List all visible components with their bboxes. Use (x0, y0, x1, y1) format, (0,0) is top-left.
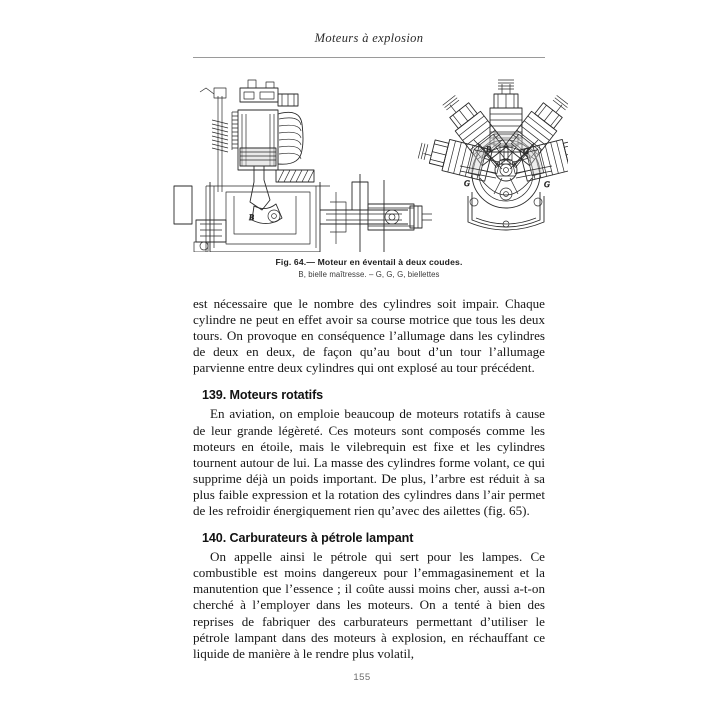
header-rule (193, 57, 545, 58)
figure-label-b-front: B (486, 145, 491, 154)
figure-caption: Fig. 64.— Moteur en éventail à deux coudes. (275, 257, 463, 267)
spacer (193, 376, 545, 387)
section-heading-139: 139. Moteurs rotatifs (202, 388, 324, 403)
fan-engine-front-view (417, 80, 568, 230)
figure-subcaption: B, bielle maîtresse. – G, G, G, biellettes (298, 270, 440, 279)
spacer (193, 519, 545, 530)
figure-label-g-2: G (464, 179, 470, 188)
side-section-view (174, 80, 432, 252)
figure-label-g-3: G (544, 180, 550, 189)
body-text-column (193, 296, 545, 662)
section-heading-140: 140. Carburateurs à pétrole lampant (202, 531, 414, 546)
paragraph-carburateurs: On appelle ainsi le pétrole qui sert pour les lampes. Ce combustible est moins dangereux pour l’emmagasinement et la manutention que l’essence ; il coûte aussi moins cher, aussi a-t-on cherché à l’employer dans les moteurs. On a tenté à bien des reprises de fabriquer des carburateurs permettant d’utiliser le pétrole lampant dans des moteurs à explosion, en réchauffant ce liquide de manière à le rendre plus volatil, (193, 549, 545, 661)
figure-label-b-side: B (249, 213, 254, 222)
running-head: Moteurs à explosion (314, 31, 424, 45)
figure-64-illustration (170, 74, 568, 252)
page-number: 155 (353, 672, 371, 683)
figure-label-g-1: G (523, 147, 529, 156)
paragraph-moteurs-rotatifs: En aviation, on emploie beaucoup de moteurs rotatifs à cause de leur grande légèreté. Ces moteurs sont composés comme les moteurs en étoile, mais le vilebrequin est fixe et les cylindres tournent autour de lui. La masse des cylindres forme volant, ce qui supprime déjà un poids important. De plus, l’arbre est réduit à sa plus faible expression et la rotation des cylindres dans l’air permet de les refroidir énergiquement rien qu’avec des ailettes (fig. 65). (193, 406, 545, 519)
paragraph-continuation: est nécessaire que le nombre des cylindres soit impair. Chaque cylindre ne peut en effet avoir sa course motrice que tous les deux tours. On provoque en conséquence l’allumage dans les cylindres de deux en deux, de façon qu’au bout d’un tour l’allumage parvienne entre deux cylindres qui ont explosé au tour précédent. (193, 296, 545, 376)
